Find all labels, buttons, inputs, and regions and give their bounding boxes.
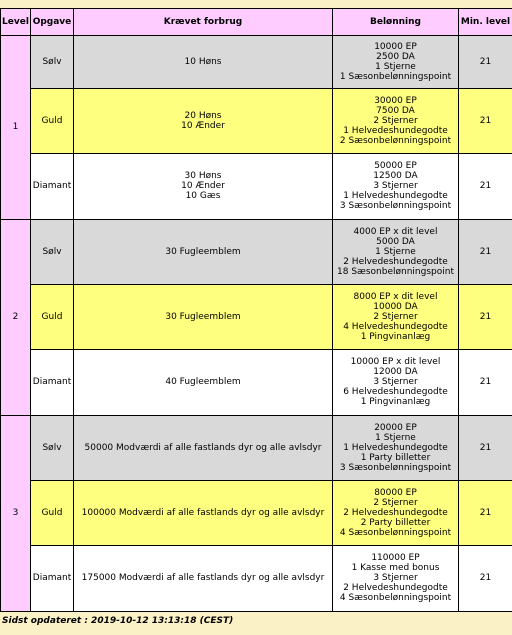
opgave-cell: Sølv — [31, 36, 74, 89]
opgave-cell: Guld — [31, 285, 74, 349]
table-header-row — [1, 9, 512, 36]
belonning-line: 1 Kasse med bonus — [351, 563, 440, 574]
forbrug-line: 30 Fugleemblem — [165, 311, 241, 322]
opgave-cell: Diamant — [31, 153, 74, 219]
level-cell: 2 — [1, 219, 31, 415]
min-level-cell: 21 — [459, 481, 512, 545]
belonning-line: 80000 EP — [374, 487, 417, 498]
belonning-line: 12000 DA — [373, 367, 418, 378]
table-row — [1, 481, 512, 545]
belonning-line: 2 Helvedeshundegodte — [343, 583, 448, 594]
belonning-line: 2 Helvedeshundegodte — [343, 257, 448, 268]
header-min-level: Min. level — [459, 9, 512, 36]
belonning-line: 3 Stjerner — [373, 377, 418, 388]
header-kraevet-forbrug: Krævet forbrug — [74, 9, 333, 36]
kraevet-forbrug-cell — [74, 36, 333, 89]
forbrug-line: 10 Ænder — [181, 181, 225, 192]
min-level-cell: 21 — [459, 36, 512, 89]
belonning-line: 10000 EP — [374, 42, 417, 53]
kraevet-forbrug-cell — [74, 545, 333, 611]
belonning-line: 4 Sæsonbelønningspoint — [339, 593, 452, 604]
belonning-line: 1 Stjerne — [375, 247, 416, 258]
table-row — [1, 153, 512, 219]
table-row — [1, 545, 512, 611]
belonning-line: 2500 DA — [376, 52, 415, 63]
belonning-cell — [333, 481, 459, 545]
kraevet-forbrug-cell — [74, 219, 333, 284]
forbrug-line: 40 Fugleemblem — [165, 377, 241, 388]
belonning-line: 1 Party billetter — [360, 453, 431, 464]
forbrug-line: 100000 Modværdi af alle fastlands dyr og alle avlsdyr — [81, 507, 325, 518]
belonning-cell — [333, 219, 459, 284]
table-row — [1, 36, 512, 89]
belonning-line: 4 Helvedeshundegodte — [343, 321, 448, 332]
belonning-line: 1 Pingvinanlæg — [360, 331, 431, 342]
table-row — [1, 89, 512, 153]
belonning-line: 3 Sæsonbelønningspoint — [339, 201, 452, 212]
header-level: Level — [1, 9, 31, 36]
belonning-line: 1 Stjerne — [375, 433, 416, 444]
min-level-cell: 21 — [459, 545, 512, 611]
belonning-line: 20000 EP — [374, 423, 417, 434]
belonning-cell — [333, 415, 459, 480]
belonning-line: 10000 DA — [373, 301, 418, 312]
kraevet-forbrug-cell — [74, 349, 333, 415]
belonning-line: 30000 EP — [374, 95, 417, 106]
belonning-line: 2 Stjerner — [373, 311, 418, 322]
belonning-cell — [333, 153, 459, 219]
kraevet-forbrug-cell — [74, 153, 333, 219]
belonning-line: 2 Sæsonbelønningspoint — [339, 135, 452, 146]
belonning-line: 4 Sæsonbelønningspoint — [339, 527, 452, 538]
kraevet-forbrug-cell — [74, 415, 333, 480]
header-belonning: Belønning — [333, 9, 459, 36]
header-opgave: Opgave — [31, 9, 74, 36]
table-row — [1, 349, 512, 415]
forbrug-line: 50000 Modværdi af alle fastlands dyr og alle avlsdyr — [84, 443, 322, 454]
belonning-line: 50000 EP — [374, 161, 417, 172]
forbrug-line: 10 Høns — [184, 57, 222, 68]
forbrug-line: 10 Ænder — [181, 120, 225, 131]
belonning-line: 5000 DA — [376, 237, 415, 248]
opgave-cell: Diamant — [31, 545, 74, 611]
belonning-line: 2 Stjerner — [373, 115, 418, 126]
min-level-cell: 21 — [459, 219, 512, 284]
kraevet-forbrug-cell — [74, 481, 333, 545]
belonning-line: 2 Helvedeshundegodte — [343, 507, 448, 518]
table-row — [1, 219, 512, 284]
min-level-cell: 21 — [459, 349, 512, 415]
table-row — [1, 415, 512, 480]
belonning-line: 4000 EP x dit level — [353, 227, 438, 238]
table-body — [1, 36, 512, 612]
min-level-cell: 21 — [459, 89, 512, 153]
belonning-line: 12500 DA — [373, 171, 418, 182]
kraevet-forbrug-cell — [74, 89, 333, 153]
reward-table — [0, 8, 512, 612]
belonning-line: 3 Stjerner — [373, 181, 418, 192]
belonning-line: 10000 EP x dit level — [350, 357, 441, 368]
belonning-line: 18 Sæsonbelønningspoint — [337, 267, 454, 278]
forbrug-line: 10 Gæs — [185, 191, 221, 202]
min-level-cell: 21 — [459, 285, 512, 349]
level-cell: 3 — [1, 415, 31, 611]
belonning-line: 1 Stjerne — [375, 62, 416, 73]
belonning-line: 1 Helvedeshundegodte — [343, 191, 448, 202]
forbrug-line: 20 Høns — [184, 110, 222, 121]
forbrug-line: 175000 Modværdi af alle fastlands dyr og alle avlsdyr — [81, 573, 325, 584]
belonning-line: 110000 EP — [371, 553, 420, 564]
last-updated: Sidst opdateret : 2019-10-12 13:13:18 (CEST) — [2, 616, 234, 626]
table-row — [1, 285, 512, 349]
forbrug-line: 30 Fugleemblem — [165, 247, 241, 258]
opgave-cell: Guld — [31, 481, 74, 545]
belonning-line: 1 Sæsonbelønningspoint — [339, 72, 452, 83]
belonning-line: 2 Stjerner — [373, 497, 418, 508]
belonning-line: 6 Helvedeshundegodte — [343, 387, 448, 398]
belonning-line: 3 Sæsonbelønningspoint — [339, 463, 452, 474]
min-level-cell: 21 — [459, 153, 512, 219]
belonning-line: 7500 DA — [376, 105, 415, 116]
belonning-cell — [333, 545, 459, 611]
opgave-cell: Diamant — [31, 349, 74, 415]
belonning-cell — [333, 285, 459, 349]
kraevet-forbrug-cell — [74, 285, 333, 349]
opgave-cell: Sølv — [31, 415, 74, 480]
level-cell: 1 — [1, 36, 31, 220]
belonning-line: 1 Helvedeshundegodte — [343, 443, 448, 454]
belonning-cell — [333, 36, 459, 89]
opgave-cell: Sølv — [31, 219, 74, 284]
belonning-line: 1 Helvedeshundegodte — [343, 125, 448, 136]
forbrug-line: 30 Høns — [184, 171, 222, 182]
belonning-line: 3 Stjerner — [373, 573, 418, 584]
belonning-line: 8000 EP x dit level — [353, 291, 438, 302]
belonning-line: 1 Pingvinanlæg — [360, 397, 431, 408]
belonning-line: 2 Party billetter — [360, 517, 431, 528]
belonning-cell — [333, 89, 459, 153]
opgave-cell: Guld — [31, 89, 74, 153]
min-level-cell: 21 — [459, 415, 512, 480]
belonning-cell — [333, 349, 459, 415]
